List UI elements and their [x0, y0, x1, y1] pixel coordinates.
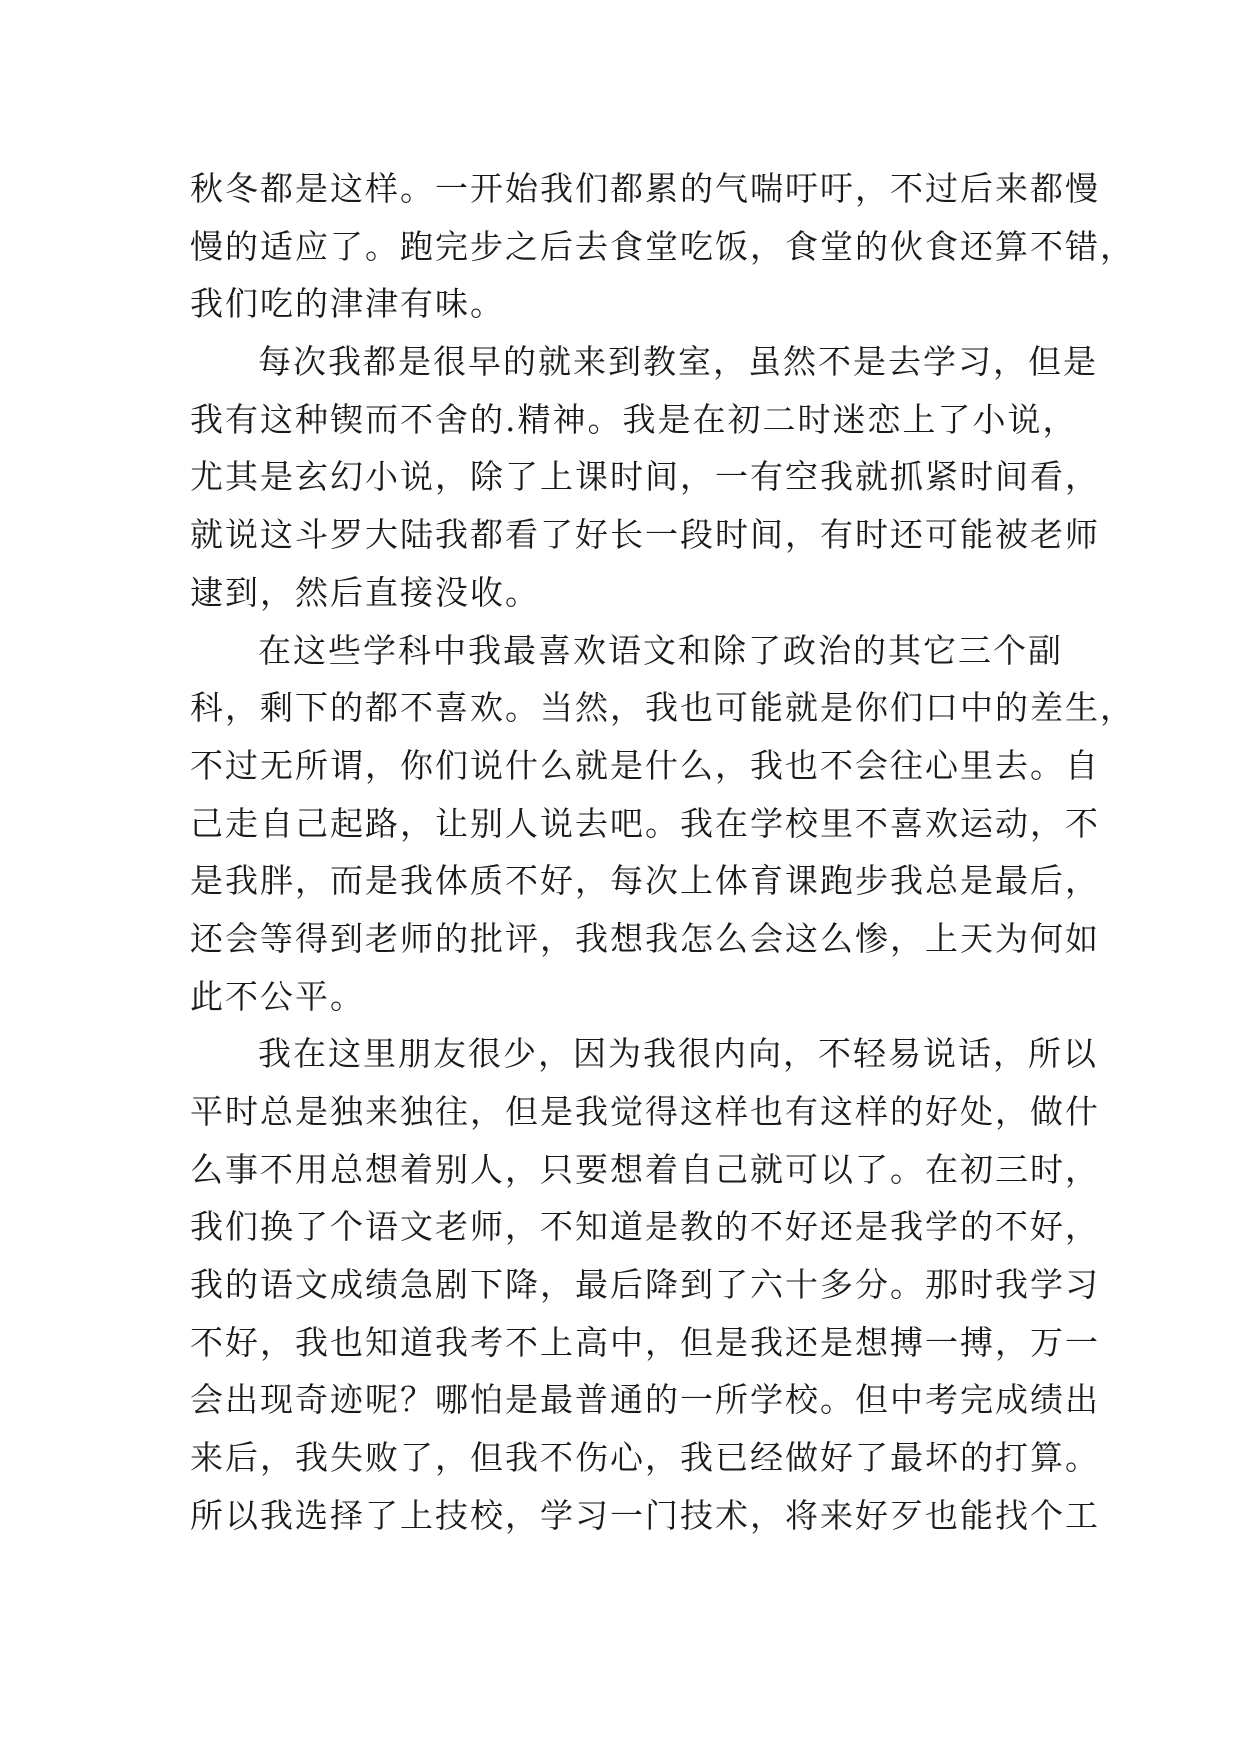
text-line: 我的语文成绩急剧下降，最后降到了六十多分。那时我学习 — [190, 1265, 1100, 1305]
text-line: 么事不用总想着别人，只要想着自己就可以了。在初三时， — [190, 1149, 1100, 1189]
text-line: 科，剩下的都不喜欢。当然，我也可能就是你们口中的差生， — [190, 688, 1135, 728]
text-line: 还会等得到老师的批评，我想我怎么会这么惨，上天为何如 — [190, 918, 1100, 958]
text-line: 己走自己起路，让别人说去吧。我在学校里不喜欢运动，不 — [190, 803, 1100, 843]
text-line: 来后，我失败了，但我不伤心，我已经做好了最坏的打算。 — [190, 1438, 1100, 1478]
document-body — [190, 160, 1135, 1545]
text-line: 尤其是玄幻小说，除了上课时间，一有空我就抓紧时间看， — [190, 457, 1100, 497]
text-line: 每次我都是很早的就来到教室，虽然不是去学习，但是 — [258, 342, 1098, 382]
paragraph-2 — [190, 333, 1100, 621]
text-line: 不过无所谓，你们说什么就是什么，我也不会往心里去。自 — [190, 745, 1100, 785]
text-line: 不好，我也知道我考不上高中，但是我还是想搏一搏，万一 — [190, 1322, 1100, 1362]
text-line: 就说这斗罗大陆我都看了好长一段时间，有时还可能被老师 — [190, 515, 1100, 555]
text-line: 是我胖，而是我体质不好，每次上体育课跑步我总是最后， — [190, 861, 1100, 901]
text-line: 慢的适应了。跑完步之后去食堂吃饭，食堂的伙食还算不错， — [190, 226, 1135, 266]
text-line: 秋冬都是这样。一开始我们都累的气喘吁吁，不过后来都慢 — [190, 169, 1100, 208]
text-line: 此不公平。 — [190, 976, 365, 1016]
text-line: 所以我选择了上技校，学习一门技术，将来好歹也能找个工 — [190, 1495, 1100, 1535]
text-line: 会出现奇迹呢？哪怕是最普通的一所学校。但中考完成绩出 — [190, 1380, 1100, 1420]
text-line: 我有这种锲而不舍的.精神。我是在初二时迷恋上了小说， — [190, 399, 1078, 439]
text-line: 我们换了个语文老师，不知道是教的不好还是我学的不好， — [190, 1207, 1100, 1247]
text-line: 我在这里朋友很少，因为我很内向，不轻易说话，所以 — [258, 1034, 1098, 1074]
text-line: 平时总是独来独往，但是我觉得这样也有这样的好处，做什 — [190, 1092, 1100, 1131]
text-line: 我们吃的津津有味。 — [190, 284, 505, 324]
text-line: 在这些学科中我最喜欢语文和除了政治的其它三个副 — [258, 630, 1063, 670]
paragraph-3 — [190, 622, 1135, 1026]
text-line: 逮到，然后直接没收。 — [190, 572, 540, 612]
paragraph-4 — [190, 1025, 1100, 1544]
paragraph-1 — [190, 160, 1135, 333]
